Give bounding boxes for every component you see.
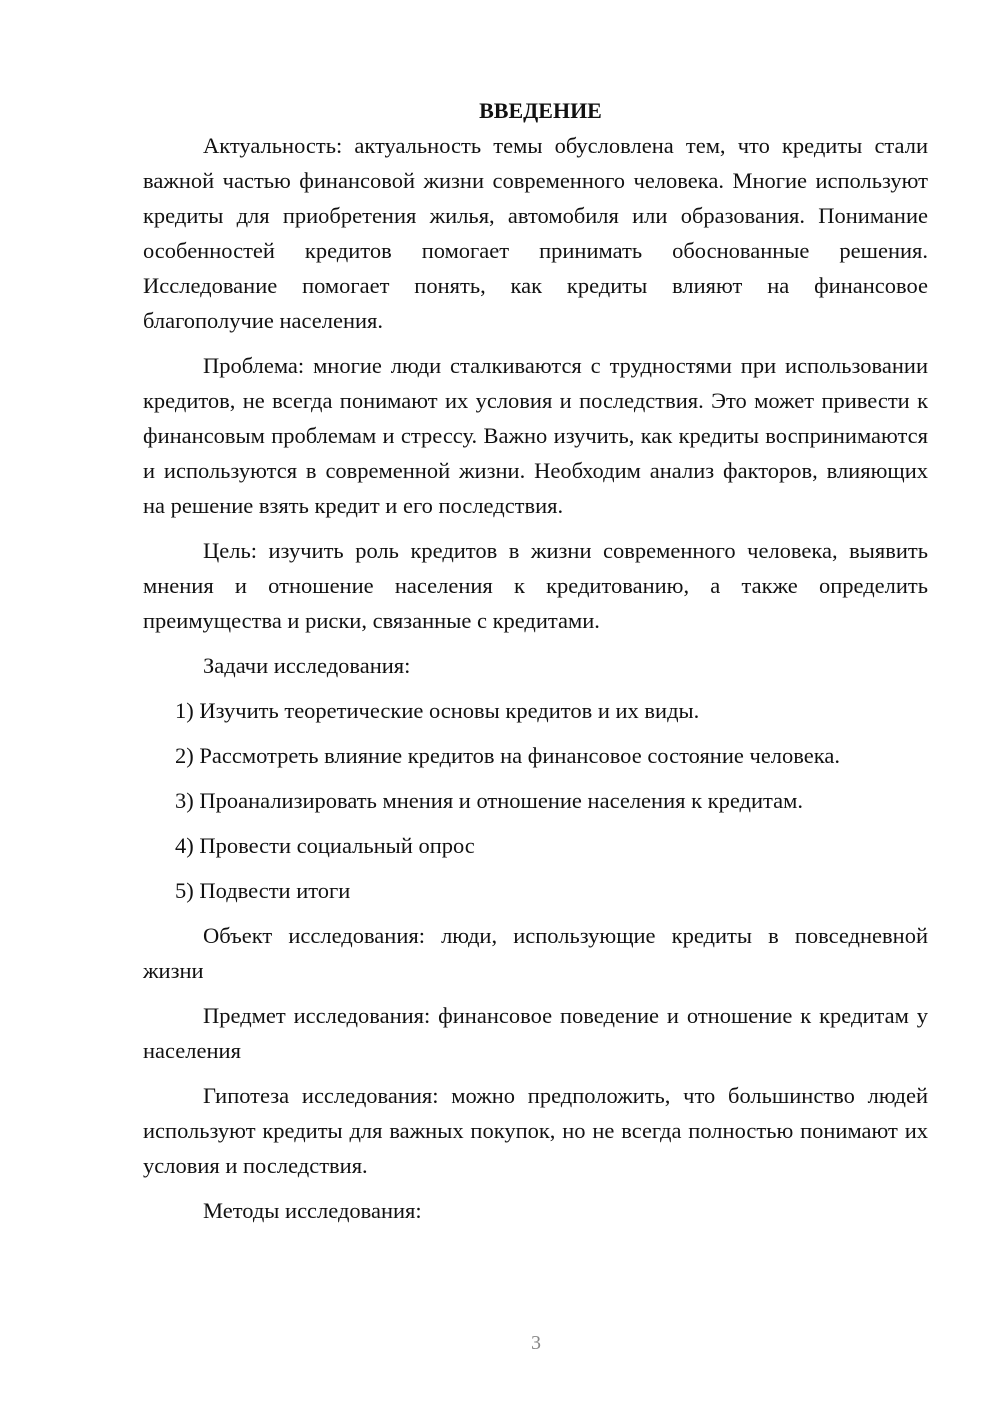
goal-paragraph: Цель: изучить роль кредитов в жизни современного человека, выявить мнения и отношение населения к кредитованию, а также определить преимущества и риски, связанные с кредитами. (143, 538, 928, 633)
subject-paragraph: Предмет исследования: финансовое поведение и отношение к кредитам у населения (143, 1003, 928, 1063)
list-item: 5) Подвести итоги (175, 878, 351, 903)
relevance-paragraph: Актуальность: актуальность темы обусловлена тем, что кредиты стали важной частью финансовой жизни современного человека. Многие используют кредиты для приобретения жилья, автомобиля или образования. Понимание особенностей кредитов помогает принимать обоснованные решения. Исследование помогает понять, как кредиты влияют на финансовое благополучие населения. (143, 133, 928, 333)
tasks-label: Задачи исследования: (203, 653, 411, 678)
methods-label: Методы исследования: (203, 1198, 422, 1223)
hypothesis-paragraph: Гипотеза исследования: можно предположить, что большинство людей используют кредиты для важных покупок, но не всегда полностью понимают их условия и последствия. (143, 1083, 928, 1178)
section-heading: ВВЕДЕНИЕ (479, 98, 602, 123)
page-content (143, 94, 928, 1238)
list-item: 2) Рассмотреть влияние кредитов на финансовое состояние человека. (175, 743, 840, 768)
tasks-list (143, 693, 928, 908)
list-item: 3) Проанализировать мнения и отношение населения к кредитам. (175, 788, 803, 813)
list-item: 4) Провести социальный опрос (175, 833, 475, 858)
list-item: 1) Изучить теоретические основы кредитов и их виды. (175, 698, 700, 723)
problem-paragraph: Проблема: многие люди сталкиваются с трудностями при использовании кредитов, не всегда понимают их условия и последствия. Это может привести к финансовым проблемам и стрессу. Важно изучить, как кредиты воспринимаются и используются в современной жизни. Необходим анализ факторов, влияющих на решение взять кредит и его последствия. (143, 353, 928, 518)
page-number: 3 (531, 1332, 541, 1354)
object-paragraph: Объект исследования: люди, использующие кредиты в повседневной жизни (143, 923, 928, 983)
